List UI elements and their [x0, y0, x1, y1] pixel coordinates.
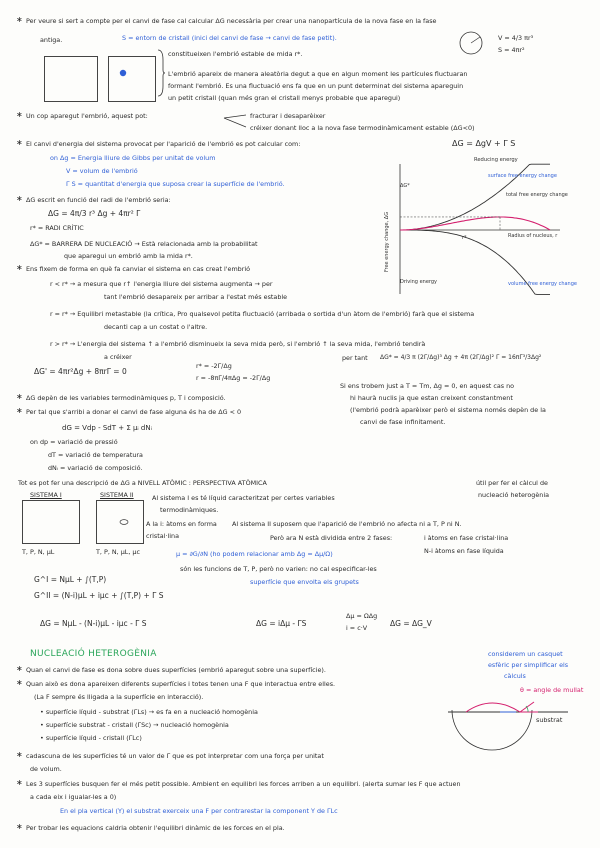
box-system-1 — [22, 500, 80, 544]
bullet: ∗ — [16, 263, 23, 272]
text-line: V = volum de l'embrió — [66, 167, 138, 175]
text-line: N-i àtoms en fase líquida — [424, 547, 504, 555]
text-line: r < r* → a mesura que r↑ l'energia lliure del sistema augmenta → per — [50, 280, 273, 288]
cluster — [118, 518, 132, 528]
chart-y-label: Free energy change, ΔG — [384, 211, 390, 272]
bullet: ∗ — [16, 778, 23, 787]
text-line: per tant — [342, 354, 368, 362]
box-nucleus — [108, 56, 156, 102]
text-line: Quan això es dona apareixen diferents superfícies i totes tenen una F que interactua entre elles. — [26, 680, 336, 688]
text-line: antiga. — [40, 36, 63, 44]
text-line: T, P, N, μL — [22, 548, 55, 556]
formula: ΔG = iΔμ - ΓS — [256, 619, 307, 628]
text-line: dT = variació de temperatura — [48, 451, 143, 459]
text-line: Les 3 superfícies busquen fer el més petit possible. Ambient en equilibri les forces arriben a un equilibri. (alerta sumar les F que actuen — [26, 780, 461, 788]
text-line: T, P, N, μL, μc — [96, 548, 140, 556]
text-line: Un cop aparegut l'embrió, aquest pot: — [26, 112, 148, 120]
text-line: tant l'embrió desapareix per arribar a l'estat més estable — [104, 293, 288, 301]
text-line: Per tal que s'arribi a donar el canvi de fase alguna és ha de ΔG < 0 — [26, 408, 242, 416]
text-line: r > r* → L'energia del sistema ↑ a l'embrió disminueix la seva mida però, si l'embrió ↑ la seva mida, l'embrió tendirà — [50, 340, 426, 348]
chart-series-label: surface free energy change — [488, 173, 557, 179]
formula: G^I = NμL + ∫(T,P) — [34, 575, 107, 584]
text-line: El canvi d'energia del sistema provocat per l'aparició de l'embrió es pot calcular com: — [26, 140, 301, 148]
text-line: Quan el canvi de fase es dona sobre dues superfícies (embrió aparegut sobre una superfície). — [26, 666, 326, 674]
text-line: termodinàmiques. — [160, 506, 219, 514]
formula: ΔG = 4π/3 r³ Δg + 4πr² Γ — [48, 209, 141, 218]
text-line: i àtoms en fase cristal·lina — [424, 534, 509, 542]
text-line: un petit cristall (quan més gran el cristall menys probable que aparegui) — [168, 94, 401, 102]
system-label: SISTEMA I — [30, 491, 62, 499]
text-line: Al sistema II suposem que l'aparició de l'embrió no afecta ni a T, P ni N. — [232, 520, 462, 528]
text-line: cadascuna de les superfícies té un valor de Γ que es pot interpretar com una força per unitat — [26, 752, 324, 760]
note: considerem un casquet — [488, 650, 563, 658]
chart-series-label: total free energy change — [506, 192, 568, 198]
chart-x-label: Radius of nucleus, r — [508, 233, 558, 239]
list-item: • superfície líquid - substrat (ΓLs) → es fa en a nucleació homogènia — [40, 708, 258, 716]
box-liquid — [44, 56, 98, 102]
list-item: • superfície líquid - cristall (ΓLc) — [40, 734, 142, 742]
bullet: ∗ — [16, 664, 23, 673]
text-line: fracturar i desaparèixer — [250, 112, 326, 120]
substrate-label: substrat — [536, 716, 563, 724]
text-line: de volum. — [30, 765, 62, 773]
text-line: són les funcions de T, P, però no varien: no cal especificar-les — [180, 565, 377, 573]
text-line: cristal·lina — [146, 532, 179, 540]
bullet: ∗ — [16, 406, 23, 415]
text-line: a créixer — [104, 353, 132, 361]
note: càlculs — [504, 672, 526, 680]
bullet: ∗ — [16, 678, 23, 687]
text-line: Γ S = quantitat d'energia que suposa crear la superfície de l'embrió. — [66, 180, 285, 188]
bullet: ∗ — [16, 15, 23, 24]
bullet: ∗ — [16, 392, 23, 401]
text-line: Per veure si sert a compte per el canvi de fase cal calcular ΔG necessària per crear una nanopartícula de la nova fase en la fase — [26, 17, 437, 25]
text-line: S = entorn de cristall (inici del canvi de fase → canvi de fase petit). — [122, 34, 337, 42]
formula: Δμ = ΩΔg — [346, 612, 378, 620]
text-line: decanti cap a un costat o l'altre. — [104, 323, 208, 331]
text-line: Ens fixem de forma en què fa canviar el sistema en cas creat l'embrió — [26, 265, 251, 273]
text-line: superfície que envolta els grupets — [250, 578, 359, 586]
formula: r* = -2Γ/Δg — [196, 362, 232, 370]
chart-annotation: r* — [462, 235, 467, 241]
formula: ΔG = NμL - (N-i)μL - iμc - Γ S — [40, 619, 147, 628]
text-line: constitueixen l'embrió estable de mida r*. — [168, 50, 303, 58]
formula: r = -8πΓ/4πΔg = -2Γ/Δg — [196, 374, 271, 382]
text-line: Tot es pot fer una descripció de ΔG a NIVELL ATÒMIC : PERSPECTIVA ATÒMICA — [18, 479, 267, 487]
formula: dG = Vdp - SdT + Σ μᵢ dNᵢ — [62, 424, 152, 432]
arrows-branch — [222, 110, 252, 130]
section-heading: NUCLEACIÓ HETEROGÈNIA — [30, 649, 157, 659]
text-line: formant l'embrió. Es una fluctuació ens fa que en un punt determinat del sistema apareguin — [168, 82, 464, 90]
text-line: A la i: àtoms en forma — [146, 520, 217, 528]
formula: ΔG = ΔG_V — [390, 619, 432, 628]
chart-series-total — [400, 217, 550, 230]
chart-title: Reducing energy — [474, 157, 518, 163]
text-line: ΔG depèn de les variables termodinàmiques p, T i composició. — [26, 394, 226, 402]
bullet: ∗ — [16, 194, 23, 203]
text-line: nucleació heterogènia — [478, 491, 550, 499]
note: θ = angle de mullat — [520, 686, 584, 694]
spherical-cap-sketch — [448, 690, 578, 780]
free-energy-chart — [378, 152, 578, 312]
formula: ΔG = ΔgV + Γ S — [452, 139, 516, 148]
sphere-surface: S = 4πr² — [498, 46, 525, 54]
text-line: Per trobar les equacions caldria obtenir l'equilibri dinàmic de les forces en el pla. — [26, 824, 285, 832]
text-line: Al sistema I es té líquid caracteritzat per certes variables — [152, 494, 335, 502]
text-line: μ = ∂G/∂N (ho podem relacionar amb Δg = Δμ/Ω) — [176, 550, 333, 558]
text-line: (La F sempre és lligada a la superfície en interacció). — [34, 693, 204, 701]
text-line: on Δg = Energia lliure de Gibbs per unitat de volum — [50, 154, 216, 162]
text-line: r* = RADI CRÍTIC — [30, 224, 84, 232]
chart-annotation: ΔG* — [400, 183, 410, 189]
text-line: En el pla vertical (Y) el substrat exerceix una F per contrarestar la component Y de ΓLc — [60, 807, 338, 815]
formula: i = c·V — [346, 624, 368, 632]
note: esfèric per simplificar els — [488, 661, 569, 669]
text-line: ΔG escrit en funció del radi de l'embrió seria: — [26, 196, 171, 204]
bullet: ∗ — [16, 138, 23, 147]
text-line: hi haurà nuclis ja que estan creixent constantment — [350, 394, 513, 402]
list-item: • superfície substrat - cristall (ΓSc) → nucleació homogènia — [40, 721, 229, 729]
text-line: Però ara N està dividida entre 2 fases: — [270, 534, 393, 542]
bullet: ∗ — [16, 822, 23, 831]
text-line: ΔG* = BARRERA DE NUCLEACIÓ → Està relacionada amb la probabilitat — [30, 240, 258, 248]
formula: ΔG' = 4πr²Δg + 8πrΓ = 0 — [34, 367, 127, 376]
nucleus-dot — [118, 68, 130, 80]
text-line: que aparegui un embrió amb la mida r*. — [64, 252, 193, 260]
text-line: on dp = variació de pressió — [30, 438, 118, 446]
text-line: Si ens trobem just a T = Tm, Δg = 0, en aquest cas no — [340, 382, 515, 390]
bullet: ∗ — [16, 750, 23, 759]
text-line: créixer donant lloc a la nova fase termodinàmicament estable (ΔG<0) — [250, 124, 475, 132]
system-label: SISTEMA II — [100, 491, 134, 499]
text-line: dNᵢ = variació de composició. — [48, 464, 143, 472]
text-line: canvi de fase infinitament. — [360, 418, 446, 426]
formula: G^II = (N-i)μL + iμc + ∫(T,P) + Γ S — [34, 591, 164, 600]
bullet: ∗ — [16, 110, 23, 119]
text-line: L'embrió apareix de manera aleatòria degut a que en algun moment les partícules fluctuaran — [168, 70, 468, 78]
formula: ΔG* = 4/3 π (2Γ/Δg)³ Δg + 4π (2Γ/Δg)² Γ = 16πΓ³/3Δg² — [380, 354, 542, 361]
brace — [156, 48, 166, 98]
text-line: r = r* → Equilibri metastable (la crítica, Pro qualsevol petita fluctuació (arribada o sortida d'un àtom de l'embrió) farà que el sistema — [50, 310, 475, 318]
sphere-sketch — [456, 28, 486, 58]
text-line: útil per fer el càlcul de — [476, 479, 548, 487]
sphere-volume: V = 4/3 πr³ — [498, 34, 534, 42]
text-line: (l'embrió podrà aparèixer però el sistema només depèn de la — [350, 406, 546, 414]
chart-series-label: volume free energy change — [508, 281, 577, 287]
text-line: a cada eix i igualar-les a 0) — [30, 793, 117, 801]
chart-annotation: Driving energy — [400, 279, 437, 285]
